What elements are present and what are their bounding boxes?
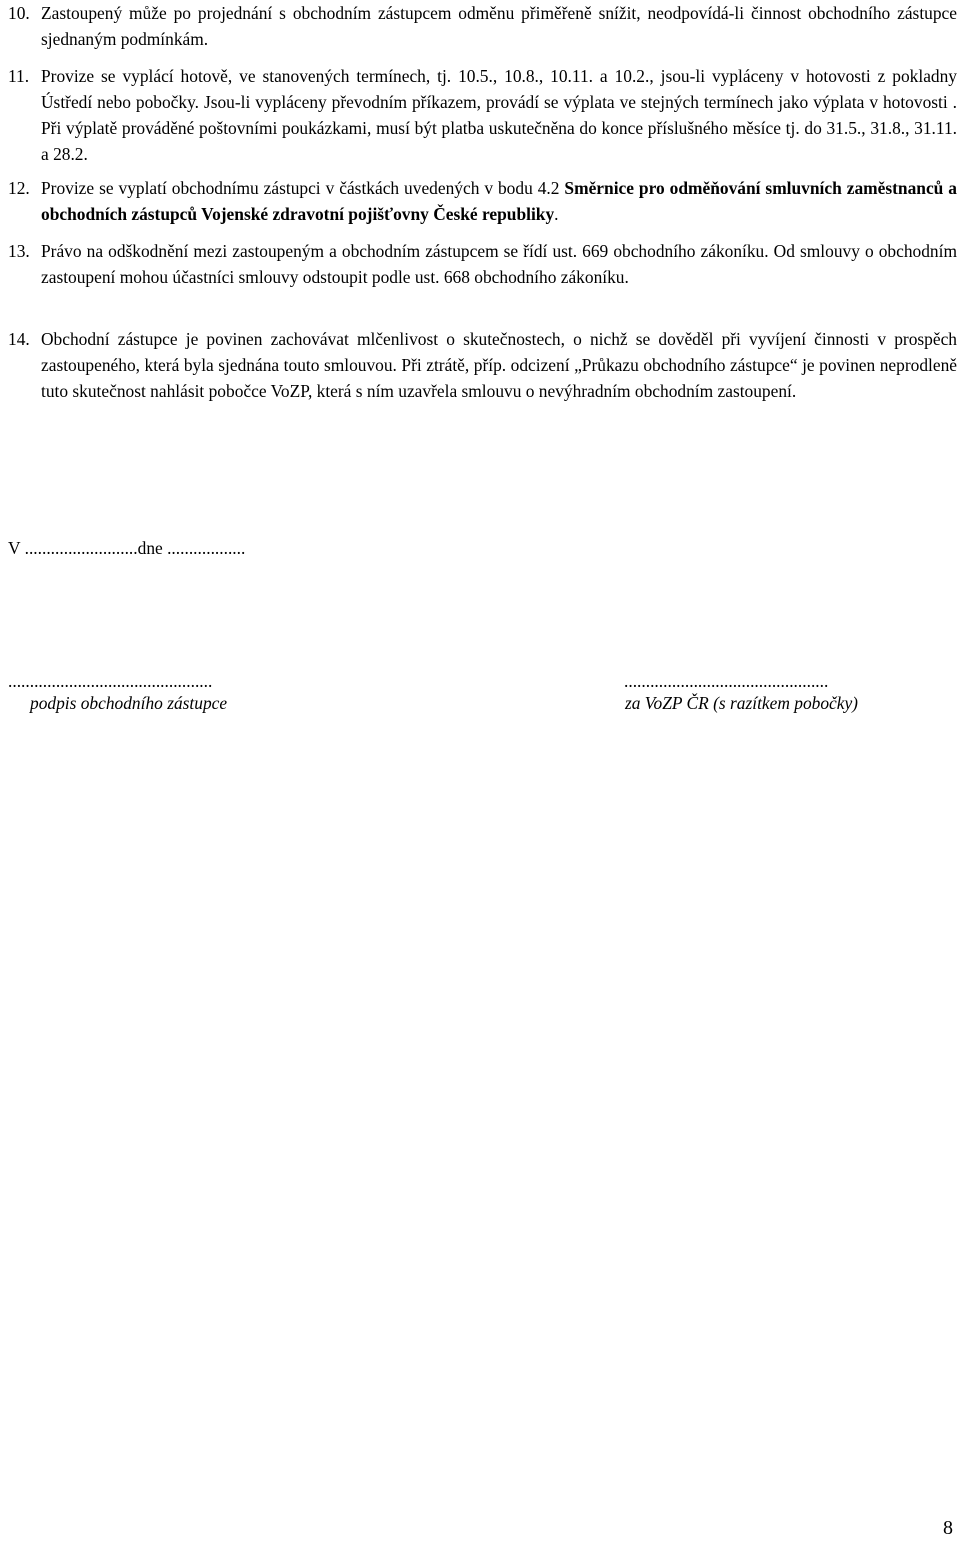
clause-number: 12. xyxy=(8,178,30,198)
clause-text-part: Při výplatě prováděné poštovními poukázkami, musí být platba uskutečněna do konce příslušného měsíce tj. do 31.5., 31.8., 31.11. a 28.2. xyxy=(41,118,957,164)
clause-number: 13. xyxy=(8,241,30,261)
clause-text: Obchodní zástupce je povinen zachovávat mlčenlivost o skutečnostech, o nichž se dověděl při vyvíjení činnosti v prospěch zastoupeného, která byla sjednána touto smlouvou. Při ztrátě, příp. odcizení „Průkazu obchodního zástupce“ je povinen neprodleně tuto skutečnost nahlásit pobočce VoZP, která s ním uzavřela smlouvu o nevýhradním obchodním zastoupení. xyxy=(41,329,957,401)
clause-text xyxy=(41,175,957,227)
clause-13 xyxy=(8,238,957,290)
page-number: 8 xyxy=(943,1517,953,1539)
clause-text-end: . xyxy=(554,204,559,224)
signature-line-right: ............................................... xyxy=(624,671,829,691)
clause-14 xyxy=(8,326,957,404)
clause-11 xyxy=(8,63,957,167)
clause-text-part: Jsou-li vypláceny převodním příkazem, provádí se výplata ve stejných termínech jako výplata v hotovosti . xyxy=(203,92,957,112)
clause-number: 10. xyxy=(8,3,30,23)
clause-10 xyxy=(8,0,957,52)
directive-title: Směrnice pro odměňování smluvních zaměstnanců a obchodních zástupců Vojenské zdravotní pojišťovny České republiky xyxy=(41,178,957,224)
clause-12 xyxy=(8,175,957,227)
clause-number: 11. xyxy=(8,66,30,86)
signature-label-right: za VoZP ČR (s razítkem pobočky) xyxy=(625,693,858,713)
clause-text-lead: Provize se vyplatí obchodnímu zástupci v částkách uvedených v bodu 4.2 xyxy=(41,178,560,198)
clause-number: 14. xyxy=(8,329,30,349)
clause-text: Zastoupený může po projednání s obchodním zástupcem odměnu přiměřeně snížit, neodpovídá-li činnost obchodního zástupce sjednaným podmínkám. xyxy=(41,3,957,49)
clause-text-part: Provize se vyplácí hotově, ve stanovených termínech, tj. 10.5., 10.8., 10.11. a 10.2., jsou-li vypláceny v hotovosti z pokladny Ústředí nebo pobočky. xyxy=(41,66,957,112)
place-date-line: V ..........................dne .................. xyxy=(8,538,246,558)
clause-text: Právo na odškodnění mezi zastoupeným a obchodním zástupcem se řídí ust. 669 obchodního zákoníku. Od smlouvy o obchodním zastoupení mohou účastníci smlouvy odstoupit podle ust. 668 obchodního zákoníku. xyxy=(41,241,957,287)
signature-line-left: ............................................... xyxy=(8,671,213,691)
signature-label-left: podpis obchodního zástupce xyxy=(30,693,228,713)
clause-text xyxy=(41,63,957,167)
